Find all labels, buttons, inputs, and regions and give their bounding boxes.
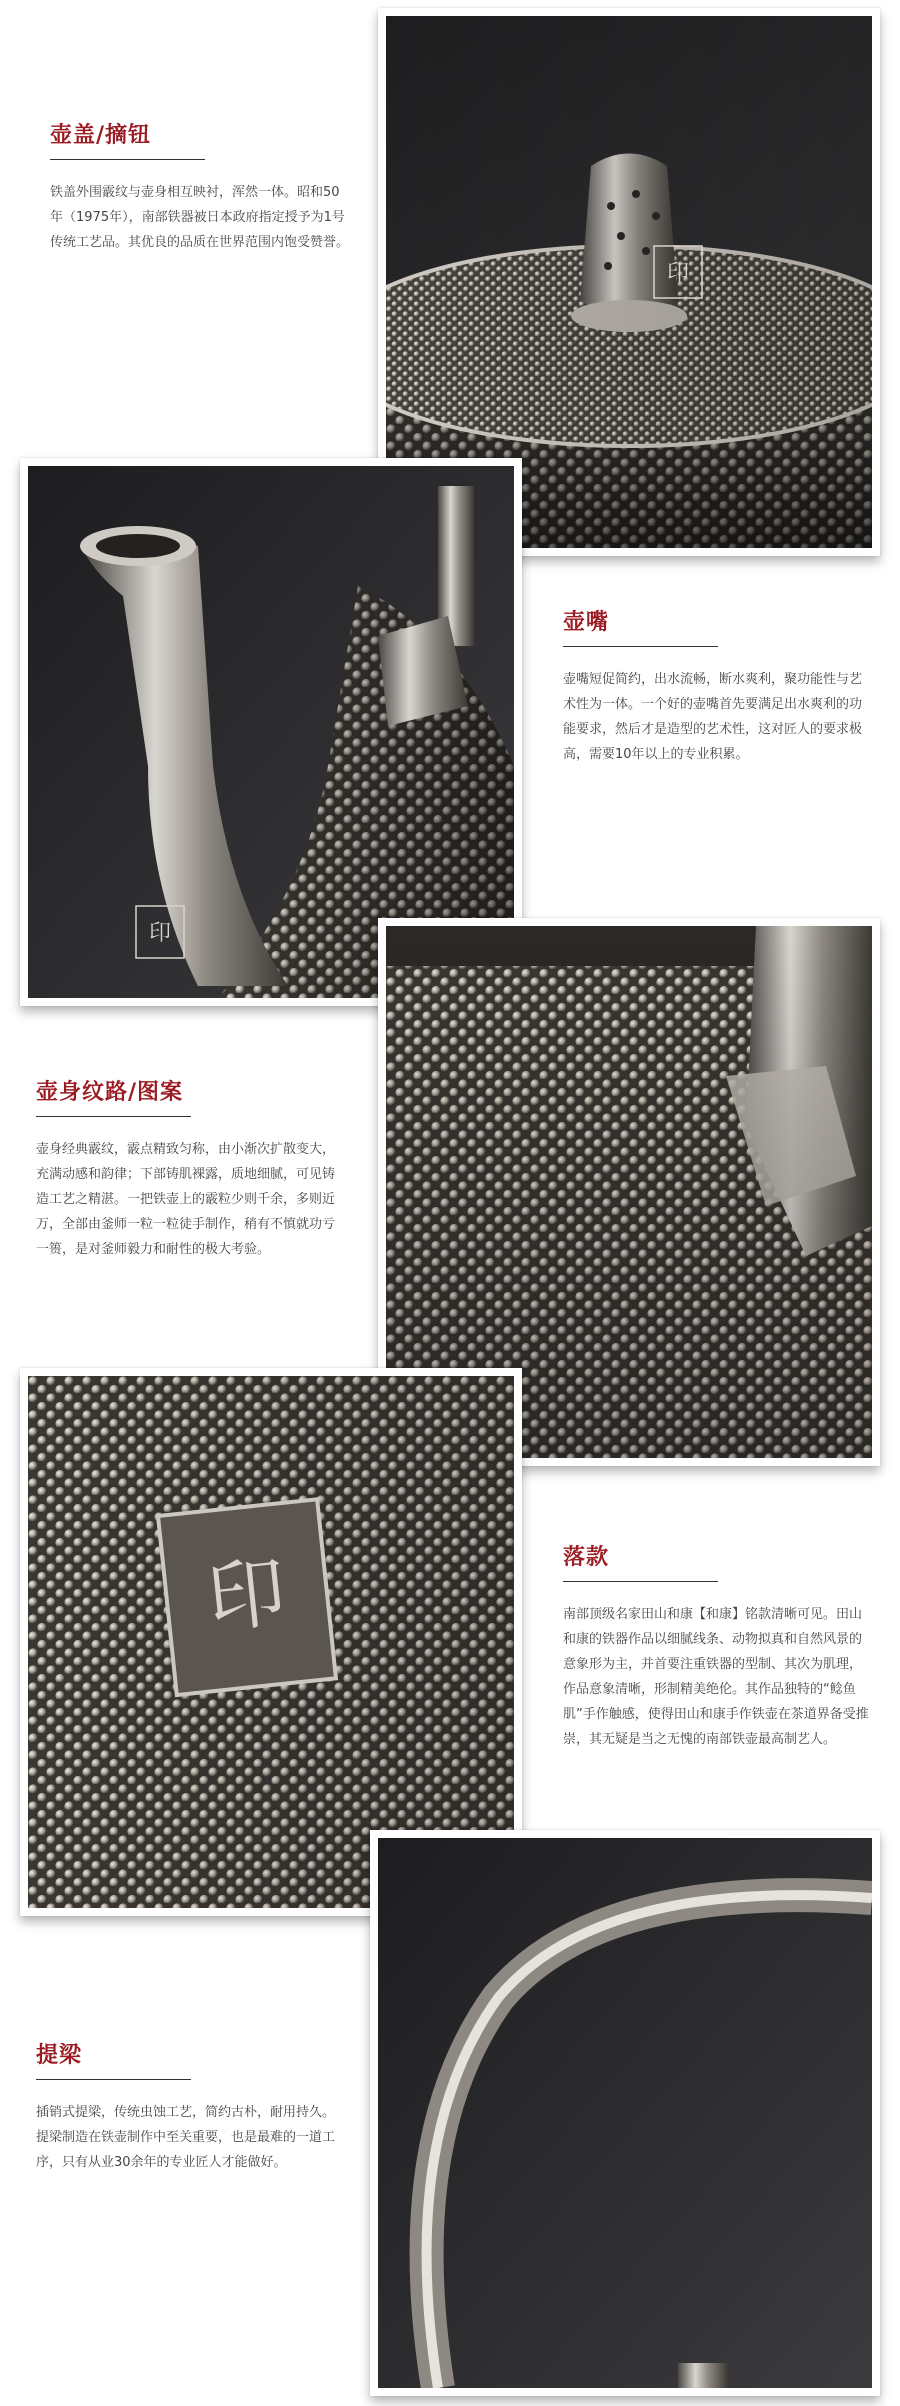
section-signature (563, 1540, 873, 1765)
handle-photo (370, 1830, 880, 2396)
section-body: 壶嘴短促简约，出水流畅，断水爽利，聚功能性与艺术性为一体。一个好的壶嘴首先要满足出水爽利的功能要求，然后才是造型的艺术性，这对匠人的要求极高，需要10年以上的专业积累。 (563, 672, 863, 762)
section-body: 铁盖外围霰纹与壶身相互映衬，浑然一体。昭和50年（1975年），南部铁器被日本政府指定授予为1号传统工艺品。其优良的品质在世界范围内饱受赞誉。 (50, 185, 350, 250)
section-body: 插销式提梁，传统虫蚀工艺，简约古朴，耐用持久。提梁制造在铁壶制作中至关重要，也是最难的一道工序，只有从业30余年的专业匠人才能做好。 (36, 2105, 336, 2170)
title-underline (36, 2079, 191, 2080)
section-title: 壶嘴 (563, 609, 610, 635)
title-underline (563, 646, 718, 647)
svg-text:印: 印 (666, 261, 690, 286)
section-title: 提梁 (36, 2042, 83, 2068)
section-lid-knob (50, 118, 350, 268)
svg-text:印: 印 (203, 1547, 291, 1645)
section-handle (36, 2038, 336, 2188)
section-body: 南部顶级名家田山和康【和康】铭款清晰可见。田山和康的铁器作品以细腻线条、动物拟真和自然风景的意象形为主，并首要注重铁器的型制、其次为肌理，作品意象清晰，形制精美绝伦。其作品独特的“鲶鱼肌”手作触感，使得田山和康手作铁壶在茶道界备受推崇，其无疑是当之无愧的南部铁壶最高制艺人。 (563, 1607, 869, 1747)
title-underline (36, 1116, 191, 1117)
title-underline (563, 1581, 718, 1582)
section-title: 壶盖/摘钮 (50, 122, 152, 148)
section-spout (563, 605, 873, 780)
section-body: 壶身经典霰纹，霰点精致匀称，由小渐次扩散变大，充满动感和韵律；下部铸肌裸露，质地细腻，可见铸造工艺之精湛。一把铁壶上的霰粒少则千余，多则近万，全部由釜师一粒一粒徒手制作，稍有不慎就功亏一篑，是对釜师毅力和耐性的极大考验。 (36, 1142, 336, 1257)
section-body-texture (36, 1075, 346, 1275)
svg-text:印: 印 (148, 921, 172, 946)
section-title: 落款 (563, 1544, 610, 1570)
section-title: 壶身纹路/图案 (36, 1079, 184, 1105)
seal-stamp-icon (158, 1499, 336, 1695)
title-underline (50, 159, 205, 160)
